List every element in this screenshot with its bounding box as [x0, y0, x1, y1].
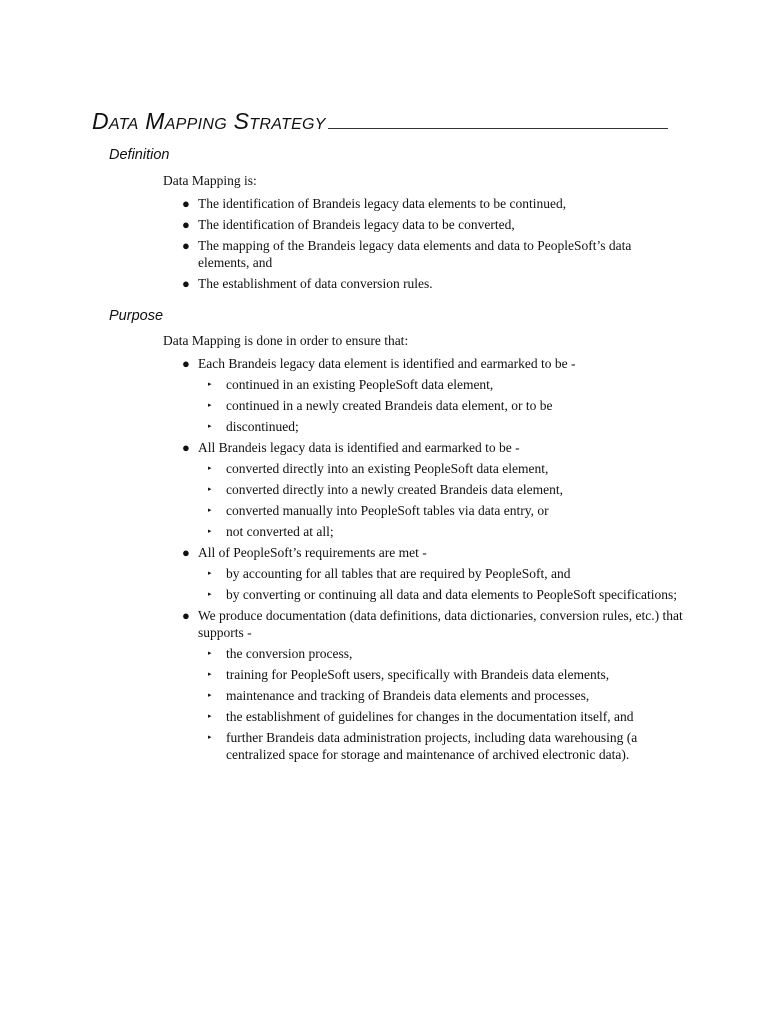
definition-heading: Definition — [109, 147, 170, 163]
sub-list-item-text: the establishment of guidelines for changes in the documentation itself, and — [226, 709, 634, 724]
triangle-bullet-icon: ▸ — [208, 590, 212, 598]
list-item — [163, 195, 683, 212]
definition-list — [163, 195, 683, 292]
bullet-icon: ● — [182, 276, 190, 291]
sub-list-item — [198, 586, 683, 603]
sub-list-item — [198, 687, 683, 704]
list-item-text: We produce documentation (data definitions, data dictionaries, conversion rules, etc.) that supports - — [198, 608, 683, 640]
sub-list-item — [198, 565, 683, 582]
triangle-bullet-icon: ▸ — [208, 691, 212, 699]
sub-list-item-text: not converted at all; — [226, 524, 334, 539]
triangle-bullet-icon: ▸ — [208, 712, 212, 720]
triangle-bullet-icon: ▸ — [208, 485, 212, 493]
sub-list-item — [198, 708, 683, 725]
list-item-text: The identification of Brandeis legacy data to be converted, — [198, 217, 515, 232]
sub-list-item — [198, 481, 683, 498]
sub-list-item-text: by converting or continuing all data and data elements to PeopleSoft specifications; — [226, 587, 678, 602]
sub-list-item-text: continued in a newly created Brandeis data element, or to be — [226, 398, 553, 413]
list-item — [163, 216, 683, 233]
triangle-bullet-icon: ▸ — [208, 506, 212, 514]
bullet-icon: ● — [182, 440, 190, 455]
sub-list-item-text: continued in an existing PeopleSoft data element, — [226, 377, 494, 392]
triangle-bullet-icon: ▸ — [208, 464, 212, 472]
triangle-bullet-icon: ▸ — [208, 649, 212, 657]
purpose-intro: Data Mapping is done in order to ensure that: — [163, 333, 409, 348]
sub-list-item-text: converted manually into PeopleSoft tables via data entry, or — [226, 503, 549, 518]
title-row — [92, 104, 668, 134]
triangle-bullet-icon: ▸ — [208, 670, 212, 678]
sub-list-item-text: further Brandeis data administration projects, including data warehousing (a centralized space for storage and maintenance of archived electronic data). — [226, 730, 638, 762]
list-item-text: All Brandeis legacy data is identified and earmarked to be - — [198, 440, 520, 455]
definition-section — [163, 172, 683, 296]
triangle-bullet-icon: ▸ — [208, 569, 212, 577]
list-item — [163, 439, 683, 540]
title-underline — [328, 128, 668, 129]
sub-list-item-text: converted directly into an existing PeopleSoft data element, — [226, 461, 549, 476]
sub-list-item — [198, 397, 683, 414]
bullet-icon: ● — [182, 238, 190, 253]
purpose-list — [163, 355, 683, 763]
sub-list-item — [198, 460, 683, 477]
sub-list-item — [198, 376, 683, 393]
list-item-text: All of PeopleSoft’s requirements are met - — [198, 545, 427, 560]
triangle-bullet-icon: ▸ — [208, 422, 212, 430]
triangle-bullet-icon: ▸ — [208, 733, 212, 741]
sub-list-item-text: the conversion process, — [226, 646, 353, 661]
bullet-icon: ● — [182, 545, 190, 560]
purpose-heading: Purpose — [109, 308, 164, 324]
triangle-bullet-icon: ▸ — [208, 401, 212, 409]
sub-list — [198, 376, 683, 435]
list-item — [163, 237, 683, 271]
bullet-icon: ● — [182, 356, 190, 371]
triangle-bullet-icon: ▸ — [208, 527, 212, 535]
purpose-section — [163, 332, 683, 767]
sub-list-item — [198, 645, 683, 662]
list-item — [163, 275, 683, 292]
list-item-text: The establishment of data conversion rules. — [198, 276, 433, 291]
sub-list-item — [198, 729, 683, 763]
definition-intro: Data Mapping is: — [163, 173, 257, 188]
sub-list — [198, 645, 683, 763]
list-item — [163, 607, 683, 763]
sub-list-item-text: training for PeopleSoft users, specifically with Brandeis data elements, — [226, 667, 610, 682]
bullet-icon: ● — [182, 217, 190, 232]
page-title: Data Mapping Strategy — [92, 108, 326, 134]
list-item-text: Each Brandeis legacy data element is identified and earmarked to be - — [198, 356, 576, 371]
sub-list-item — [198, 502, 683, 519]
triangle-bullet-icon: ▸ — [208, 380, 212, 388]
bullet-icon: ● — [182, 196, 190, 211]
sub-list-item-text: maintenance and tracking of Brandeis data elements and processes, — [226, 688, 590, 703]
sub-list — [198, 460, 683, 540]
list-item-text: The mapping of the Brandeis legacy data elements and data to PeopleSoft’s data elements, and — [198, 238, 632, 270]
sub-list-item — [198, 666, 683, 683]
sub-list-item — [198, 418, 683, 435]
sub-list-item-text: by accounting for all tables that are required by PeopleSoft, and — [226, 566, 571, 581]
list-item-text: The identification of Brandeis legacy data elements to be continued, — [198, 196, 567, 211]
list-item — [163, 355, 683, 435]
sub-list — [198, 565, 683, 603]
list-item — [163, 544, 683, 603]
sub-list-item — [198, 523, 683, 540]
sub-list-item-text: discontinued; — [226, 419, 299, 434]
sub-list-item-text: converted directly into a newly created Brandeis data element, — [226, 482, 563, 497]
bullet-icon: ● — [182, 608, 190, 623]
